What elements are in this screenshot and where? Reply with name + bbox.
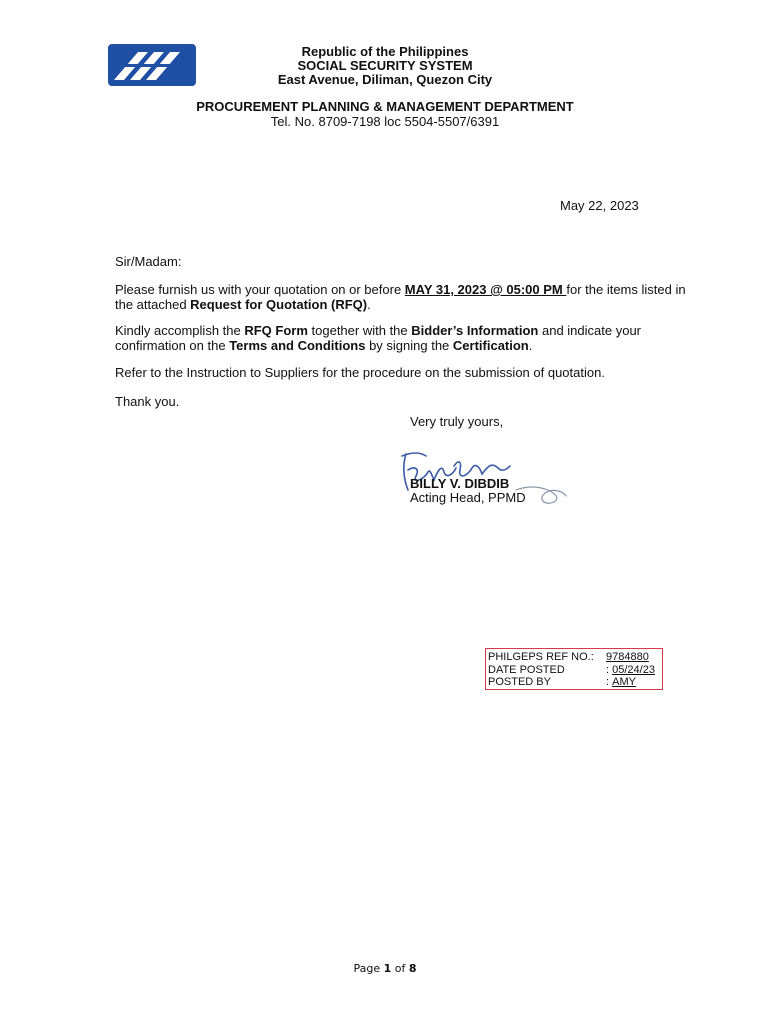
- header-agency: SOCIAL SECURITY SYSTEM: [297, 58, 473, 73]
- header-department: PROCUREMENT PLANNING & MANAGEMENT DEPARTMENT: [196, 99, 574, 114]
- footer-page-current: 1: [383, 962, 392, 975]
- p2-text-b: together with the: [307, 323, 412, 338]
- footer-page-word: Page: [353, 962, 384, 975]
- bidders-information: Bidder’s Information: [411, 323, 539, 338]
- signer-title: Acting Head, PPMD: [410, 490, 526, 505]
- letter-date: May 22, 2023: [560, 198, 639, 213]
- stamp-ref-value: 9784880: [606, 651, 649, 663]
- footer-of-word: of: [391, 962, 409, 975]
- terms-and-conditions: Terms and Conditions: [229, 337, 366, 353]
- signer-name: BILLY V. DIBDIB: [410, 476, 510, 491]
- stamp-posted-colon: :: [606, 676, 613, 688]
- p2-text-e: .: [528, 337, 533, 353]
- rfq-form: RFQ Form: [244, 323, 308, 338]
- salutation: Sir/Madam:: [115, 254, 182, 269]
- header-telephone: Tel. No. 8709-7198 loc 5504-5507/6391: [270, 114, 500, 129]
- stamp-ref-label: PHILGEPS REF NO.:: [488, 651, 594, 663]
- stamp-row-posted: [488, 676, 662, 689]
- stamp-date-colon: :: [606, 663, 613, 676]
- page-footer: [0, 962, 770, 975]
- stamp-row-date: [488, 664, 662, 677]
- thank-you: Thank you.: [115, 394, 180, 409]
- paragraph-instructions: [115, 324, 700, 353]
- p1-text-b: for the items listed in the attached: [115, 282, 686, 312]
- p1-text-a: Please furnish us with your quotation on or before: [115, 282, 405, 297]
- paragraph-refer: Refer to the Instruction to Suppliers for the procedure on the submission of quotation.: [115, 365, 605, 380]
- p2-text-a: Kindly accomplish the: [115, 323, 245, 338]
- footer-page-total: 8: [408, 962, 417, 975]
- stamp-row-ref: [488, 651, 662, 664]
- deadline: MAY 31, 2023 @ 05:00 PM: [404, 282, 567, 297]
- rfq-reference: Request for Quotation (RFQ): [190, 296, 368, 312]
- p1-text-c: .: [367, 296, 371, 312]
- closing: Very truly yours,: [410, 414, 504, 429]
- p2-text-d: by signing the: [365, 337, 453, 353]
- stamp-date-label: DATE POSTED: [488, 663, 565, 676]
- header-address: East Avenue, Diliman, Quezon City: [277, 72, 493, 87]
- stamp-posted-value: AMY: [612, 676, 636, 688]
- stamp-posted-label: POSTED BY: [488, 676, 551, 688]
- certification: Certification: [452, 337, 529, 353]
- header-republic: Republic of the Philippines: [301, 44, 469, 59]
- paragraph-quotation-request: [115, 283, 700, 312]
- stamp-date-value: 05/24/23: [612, 663, 655, 676]
- p2-text-c: and indicate your confirmation on the: [115, 323, 641, 353]
- philgeps-stamp: [485, 648, 663, 690]
